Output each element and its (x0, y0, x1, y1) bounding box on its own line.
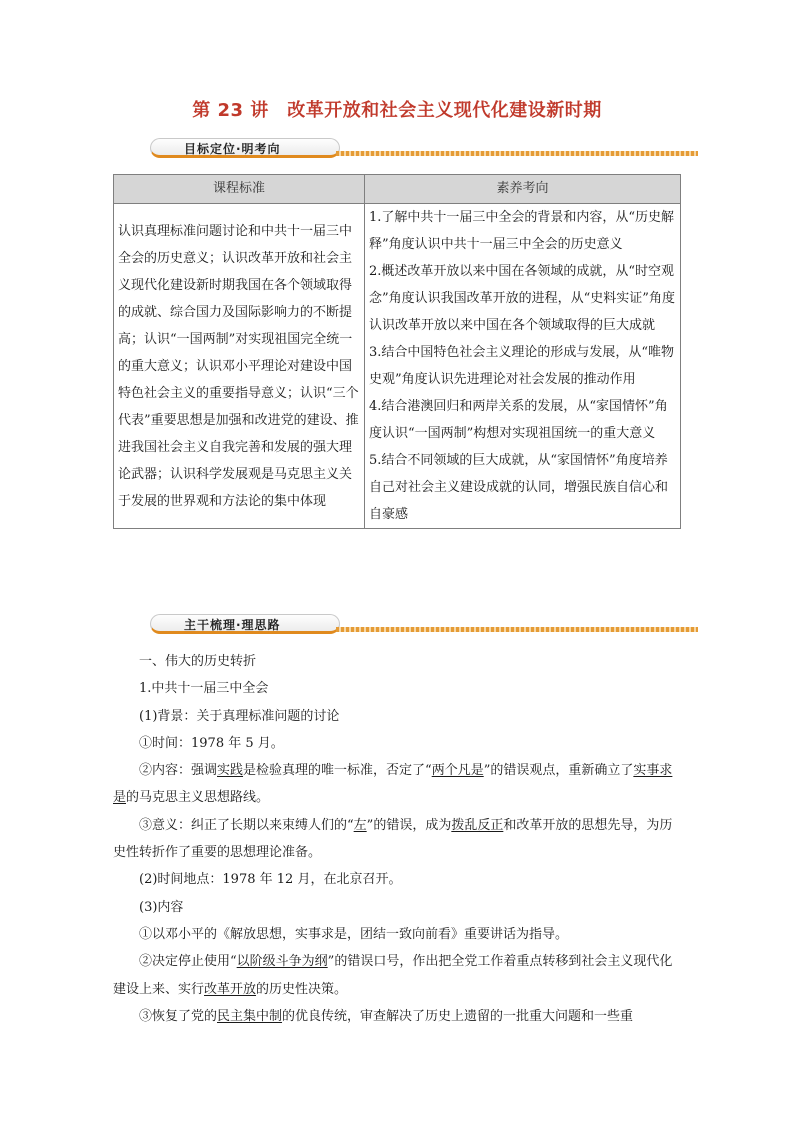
objective-item: 2.概述改革开放以来中国在各领域的成就，从“时空观念”角度认识我国改革开放的进程，从“史料实证”角度认识改革开放以来中国在各个领域取得的巨大成就 (369, 264, 675, 333)
paragraph-c2: ②决定停止使用“以阶级斗争为纲”的错误口号，作出把全党工作着重点转移到社会主义现代化建设上来、实行改革开放的历史性决策。 (113, 954, 673, 997)
objective-item: 5.结合不同领域的巨大成就，从“家国情怀”角度培养自己对社会主义建设成就的认同，增强民族自信心和自豪感 (369, 453, 669, 522)
table-row (114, 204, 681, 529)
heading-2: 1.中共十一届三中全会 (139, 681, 269, 697)
objective-item: 3.结合中国特色社会主义理论的形成与发展，从“唯物史观”角度认识先进理论对社会发展的推动作用 (369, 345, 675, 387)
key-term: 拨乱反正 (451, 817, 504, 833)
page-title: 第 23 讲 改革开放和社会主义现代化建设新时期 (192, 100, 602, 121)
paragraph-c1: ①以邓小平的《解放思想，实事求是，团结一致向前看》重要讲话为指导。 (139, 926, 569, 942)
standard-text: 认识真理标准问题讨论和中共十一届三中全会的历史意义；认识改革开放和社会主义现代化建设新时期我国在各个领域取得的成就、综合国力及国际影响力的不断提高；认识“一国两制”对实现祖国完全统一的重大意义；认识邓小平理论对建设中国特色社会主义的重要指导意义；认识“三个代表”重要思想是加强和改进党的建设、推进我国社会主义自我完善和发展的强大理论武器；认识科学发展观是马克思主义关于发展的世界观和方法论的集中体现 (118, 223, 359, 509)
key-term: 民主集中制 (217, 1008, 283, 1024)
curriculum-table (113, 174, 681, 529)
paragraph-meaning: ③意义：纠正了长期以来束缚人们的“左”的错误，成为拨乱反正和改革开放的思想先导，为历史性转折作了重要的思想理论准备。 (113, 817, 673, 861)
paragraph-content-head: (3)内容 (139, 899, 184, 915)
banner-title: 主干梳理·理思路 (184, 618, 281, 632)
key-term: 实事求是 (113, 763, 673, 806)
key-term: 两个凡是 (431, 763, 484, 779)
objective-item: 1.了解中共十一届三中全会的背景和内容，从“历史解释”角度认识中共十一届三中全会的历史意义 (369, 210, 675, 252)
banner-divider (336, 151, 698, 156)
paragraph-background: (1)背景：关于真理标准问题的讨论 (139, 708, 340, 724)
paragraph-c3: ③恢复了党的民主集中制的优良传统，审查解决了历史上遗留的一批重大问题和一些重 (139, 1008, 634, 1024)
section-banner-outline (150, 614, 698, 638)
key-term: 改革开放 (204, 981, 257, 997)
objectives-cell (365, 204, 681, 529)
body-text (113, 648, 683, 1030)
key-term: 左 (353, 817, 367, 833)
banner-title: 目标定位·明考向 (184, 142, 281, 156)
paragraph-content: ②内容：强调实践是检验真理的唯一标准，否定了“两个凡是”的错误观点，重新确立了实事求是的马克思主义思想路线。 (113, 763, 673, 806)
paragraph-time: ①时间：1978 年 5 月。 (139, 735, 284, 751)
paragraph-timeplace: (2)时间地点：1978 年 12 月，在北京召开。 (139, 872, 402, 888)
objective-item: 4.结合港澳回归和两岸关系的发展，从“家国情怀”角度认识“一国两制”构想对实现祖国统一的重大意义 (369, 399, 668, 441)
header-objectives: 素养考向 (365, 175, 681, 204)
key-term: 以阶级斗争为纲 (236, 954, 328, 970)
section-banner-goal (150, 138, 698, 162)
key-term: 实践 (217, 763, 244, 779)
standard-cell (114, 204, 365, 529)
heading-1: 一、伟大的历史转折 (139, 654, 257, 669)
banner-divider (336, 627, 698, 632)
table-header-row (114, 175, 681, 204)
header-standard: 课程标准 (114, 175, 365, 204)
